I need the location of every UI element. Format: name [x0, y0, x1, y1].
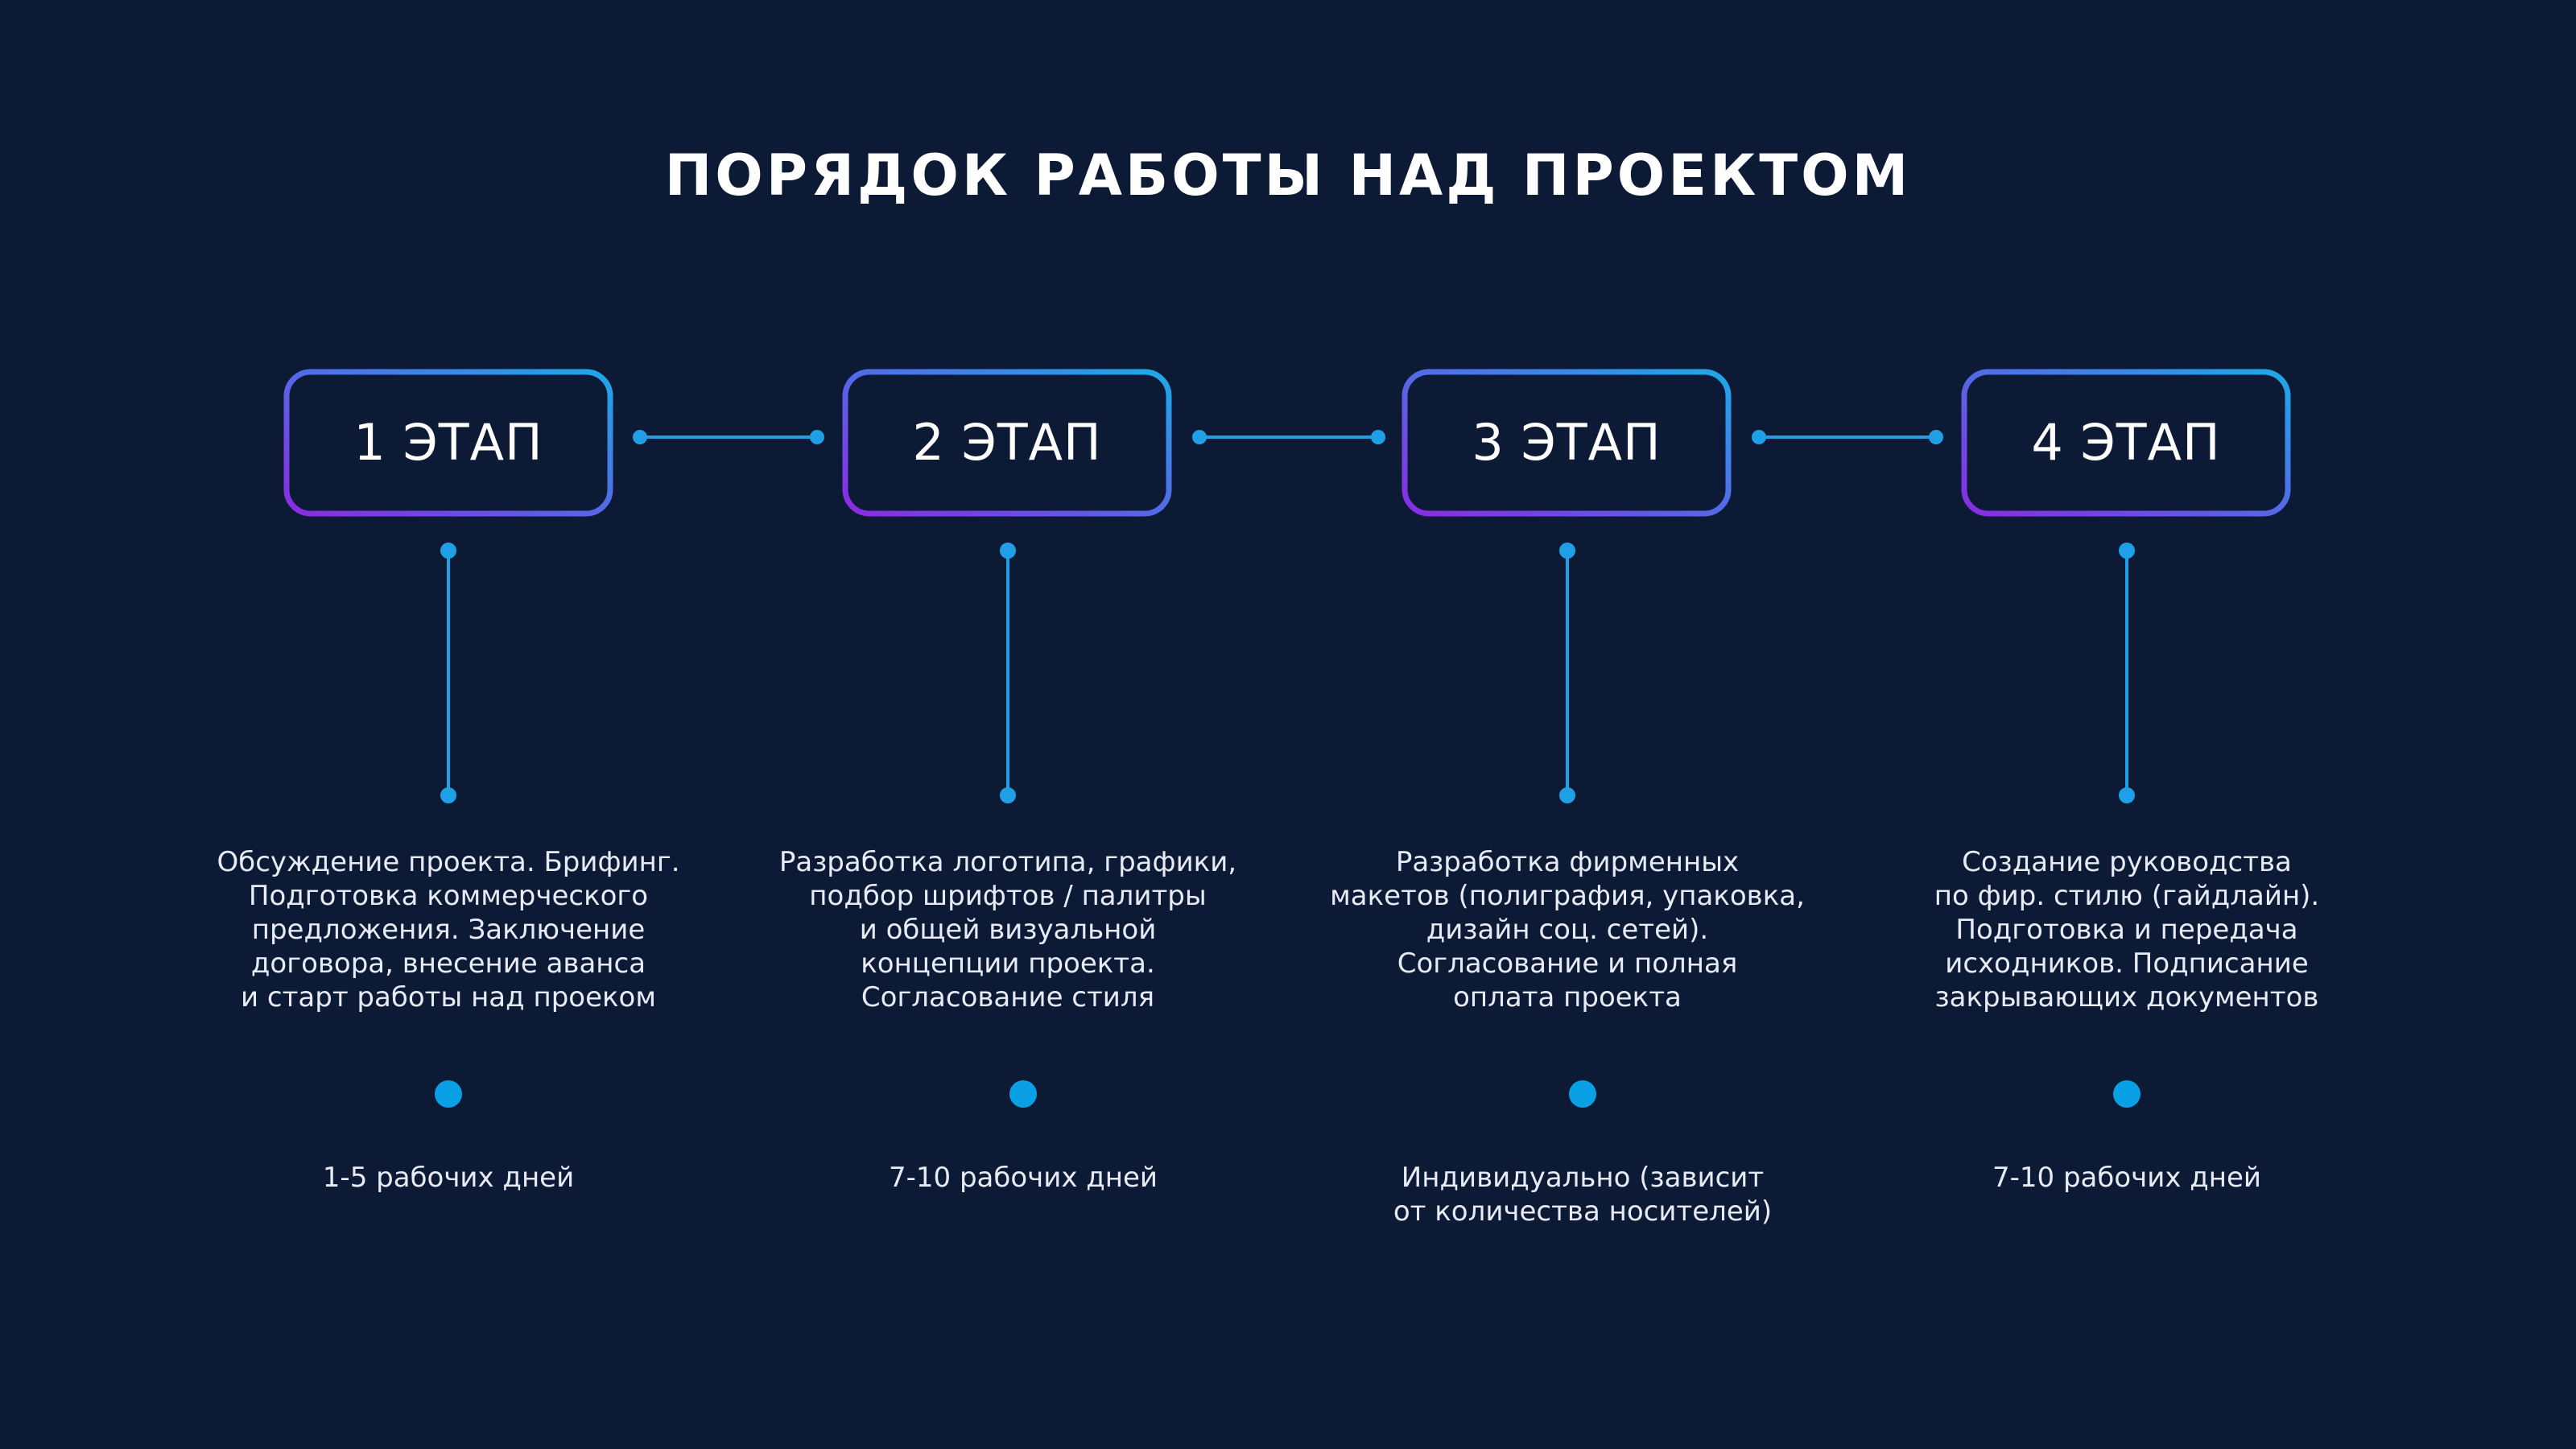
stage-2-description: Разработка логотипа, графики, подбор шрифтов / палитры и общей визуальной концепции проекта. Согласование стиля [778, 846, 1237, 1013]
vertical-connector-3 [1561, 544, 1574, 802]
stage-1-description: Обсуждение проекта. Брифинг. Подготовка коммерческого предложения. Заключение договора, внесение аванса и старт работы над проеком [217, 846, 680, 1013]
vertical-connector-2 [1001, 544, 1014, 802]
connector-1-2 [634, 431, 823, 443]
stage-4-duration: 7-10 рабочих дней [1992, 1162, 2262, 1194]
stage-4-label: 4 ЭТАП [2031, 412, 2221, 472]
duration-dot-4 [2113, 1080, 2140, 1108]
stage-2-duration: 7-10 рабочих дней [888, 1162, 1158, 1194]
stage-2-label: 2 ЭТАП [912, 412, 1102, 472]
stage-2-box [844, 369, 1170, 515]
stage-4-description: Создание руководства по фир. стилю (гайдлайн). Подготовка и передача исходников. Подписание закрывающих документов [1934, 846, 2320, 1013]
stage-3-description: Разработка фирменных макетов (полиграфия, упаковка, дизайн соц. сетей). Согласование и полная оплата проекта [1330, 846, 1805, 1013]
stage-1-label: 1 ЭТАП [353, 412, 543, 472]
vertical-connector-4 [2120, 544, 2133, 802]
connector-2-3 [1194, 431, 1384, 443]
stage-1-duration: 1-5 рабочих дней [322, 1162, 575, 1194]
stage-4-box [1963, 369, 2289, 515]
stage-1-box [286, 369, 611, 515]
vertical-connector-1 [442, 544, 455, 802]
connector-3-4 [1753, 431, 1942, 443]
page-title: ПОРЯДОК РАБОТЫ НАД ПРОЕКТОМ [664, 142, 1912, 208]
duration-dot-2 [1009, 1080, 1037, 1108]
duration-dot-1 [435, 1080, 462, 1108]
stage-3-label: 3 ЭТАП [1472, 412, 1662, 472]
stage-3-duration: Индивидуально (зависит от количества носителей) [1393, 1162, 1773, 1228]
duration-dot-3 [1569, 1080, 1596, 1108]
stage-3-box [1404, 369, 1729, 515]
